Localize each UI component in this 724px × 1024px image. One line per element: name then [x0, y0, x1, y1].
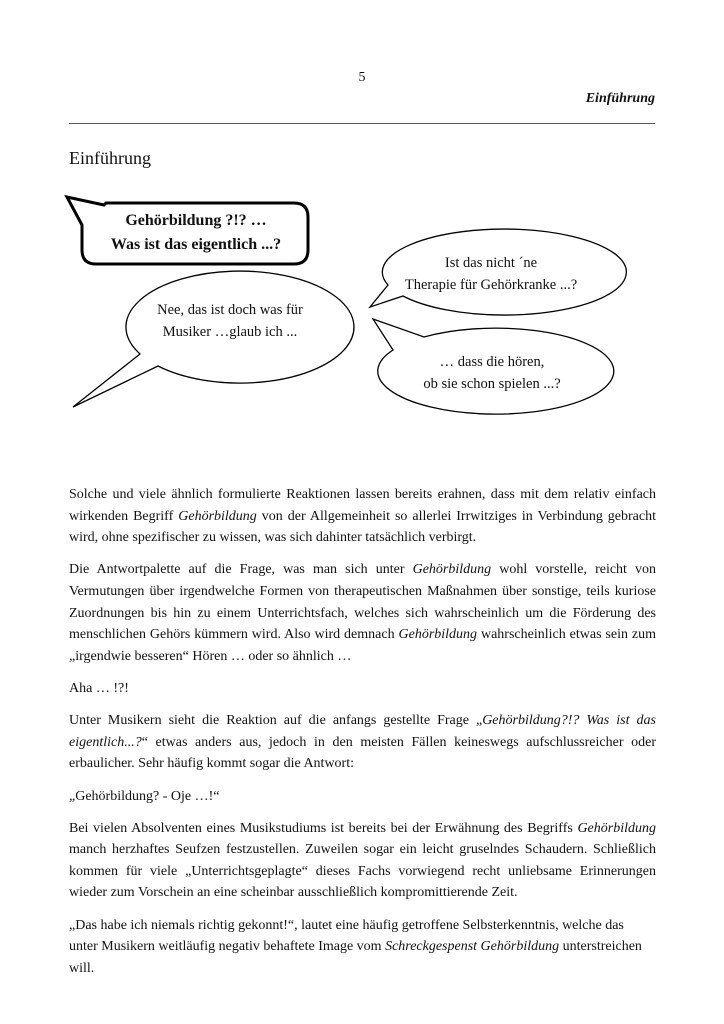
body-text: [69, 484, 656, 990]
paragraph-1-text-end: von der Allgemeinheit so allerlei Irrwitziges in Verbindung gebracht wird, ohne spezifischer zu wissen, was sich dahinter tatsächlich verbirgt.: [69, 508, 656, 546]
paragraph-4-quote: Gehörbildung?!? Was ist das eigentlich...?: [69, 713, 656, 750]
speech-bubble-4-text: [374, 351, 610, 395]
section-title: Einführung: [69, 148, 151, 168]
paragraph-2-text: Die Antwortpalette auf die Frage, was man sich unter: [69, 562, 413, 578]
paragraph-6-text: Bei vielen Absolventen eines Musikstudiums ist bereits bei der Erwähnung des Begriffs: [69, 820, 578, 836]
paragraph-3: Aha … !?!: [69, 680, 129, 696]
speech-bubble-3-line-2: Musiker …glaub ich ...: [162, 324, 298, 340]
paragraph-7: [69, 915, 656, 980]
paragraph-6: [69, 818, 656, 904]
paragraph-2-term: Gehörbildung: [412, 562, 492, 578]
speech-bubble-3-line-1: Nee, das ist doch was für: [157, 302, 303, 318]
speech-bubble-2-line-1: Ist das nicht ´ne: [444, 255, 538, 271]
paragraph-7-term: Schreckgespenst Gehörbildung: [385, 939, 560, 955]
paragraph-2-text-end: wahrscheinlich etwas sein zum „irgendwie besseren“ Hören … oder so ähnlich …: [69, 627, 656, 664]
paragraph-2: [69, 559, 656, 667]
speech-bubble-1-line-1: Gehörbildung ?!? …: [125, 212, 267, 229]
paragraph-6-text-end: manch herzhaftes Seufzen festzustellen. Zuweilen sogar ein leicht gruselndes Schaudern. Schließlich kommen für viele „Unterrichtsgeplagte“ dieses Fachs vorwiegend recht unliebsame Erinnerungen wieder zum Vorschein an eine scheinbar ausschließlich kompromittierende Zeit.: [69, 842, 656, 901]
paragraph-6-term: Gehörbildung: [577, 820, 656, 836]
page-number: 5: [358, 70, 366, 85]
paragraph-1-term: Gehörbildung: [178, 508, 257, 524]
running-head: Einführung: [585, 91, 655, 106]
paragraph-7-text: „Das habe ich niemals richtig gekonnt!“, lautet eine häufig getroffene Selbsterkenntnis, welche das unter Musikern weitläufig negativ behaftete Image vom: [69, 917, 624, 955]
paragraph-1: [69, 484, 656, 549]
paragraph-2-text-mid: wohl vorstelle, reicht von Vermutungen über irgendwelche Formen von therapeutischen Maßnahmen über sonstige, teils kuriose Zuordnungen bis hin zu einem Unterrichtsfach, welches sich wahrscheinlich um die Förderung des menschlichen Gehörs kümmern wird. Also wird demnach: [69, 562, 657, 643]
speech-bubble-2-text: [376, 252, 606, 296]
speech-bubble-4-line-2: ob sie schon spielen ...?: [423, 376, 561, 392]
speech-bubble-1-line-2: Was ist das eigentlich ...?: [110, 236, 282, 253]
paragraph-4: [69, 710, 656, 775]
speech-bubble-1-text: [86, 209, 306, 257]
paragraph-5: „Gehörbildung? - Oje …!“: [69, 788, 220, 804]
speech-bubble-2-line-2: Therapie für Gehörkranke ...?: [404, 277, 578, 293]
paragraph-4-text: Unter Musikern sieht die Reaktion auf die anfangs gestellte Frage „: [69, 713, 483, 729]
speech-bubble-4-line-1: … dass die hören,: [439, 354, 545, 370]
speech-bubble-3-text: [120, 299, 340, 343]
paragraph-2-term-2: Gehörbildung: [398, 627, 478, 643]
paragraph-7-text-end: unterstreichen will.: [69, 939, 642, 976]
paragraph-4-text-end: “ etwas anders aus, jedoch in den meisten Fällen keineswegs aufschlussreicher oder erbaulicher. Sehr häufig kommt sogar die Antwort:: [69, 734, 656, 772]
paragraph-1-text: Solche und viele ähnlich formulierte Reaktionen lassen bereits erahnen, dass mit dem relativ einfach wirkenden Begriff: [69, 487, 656, 524]
